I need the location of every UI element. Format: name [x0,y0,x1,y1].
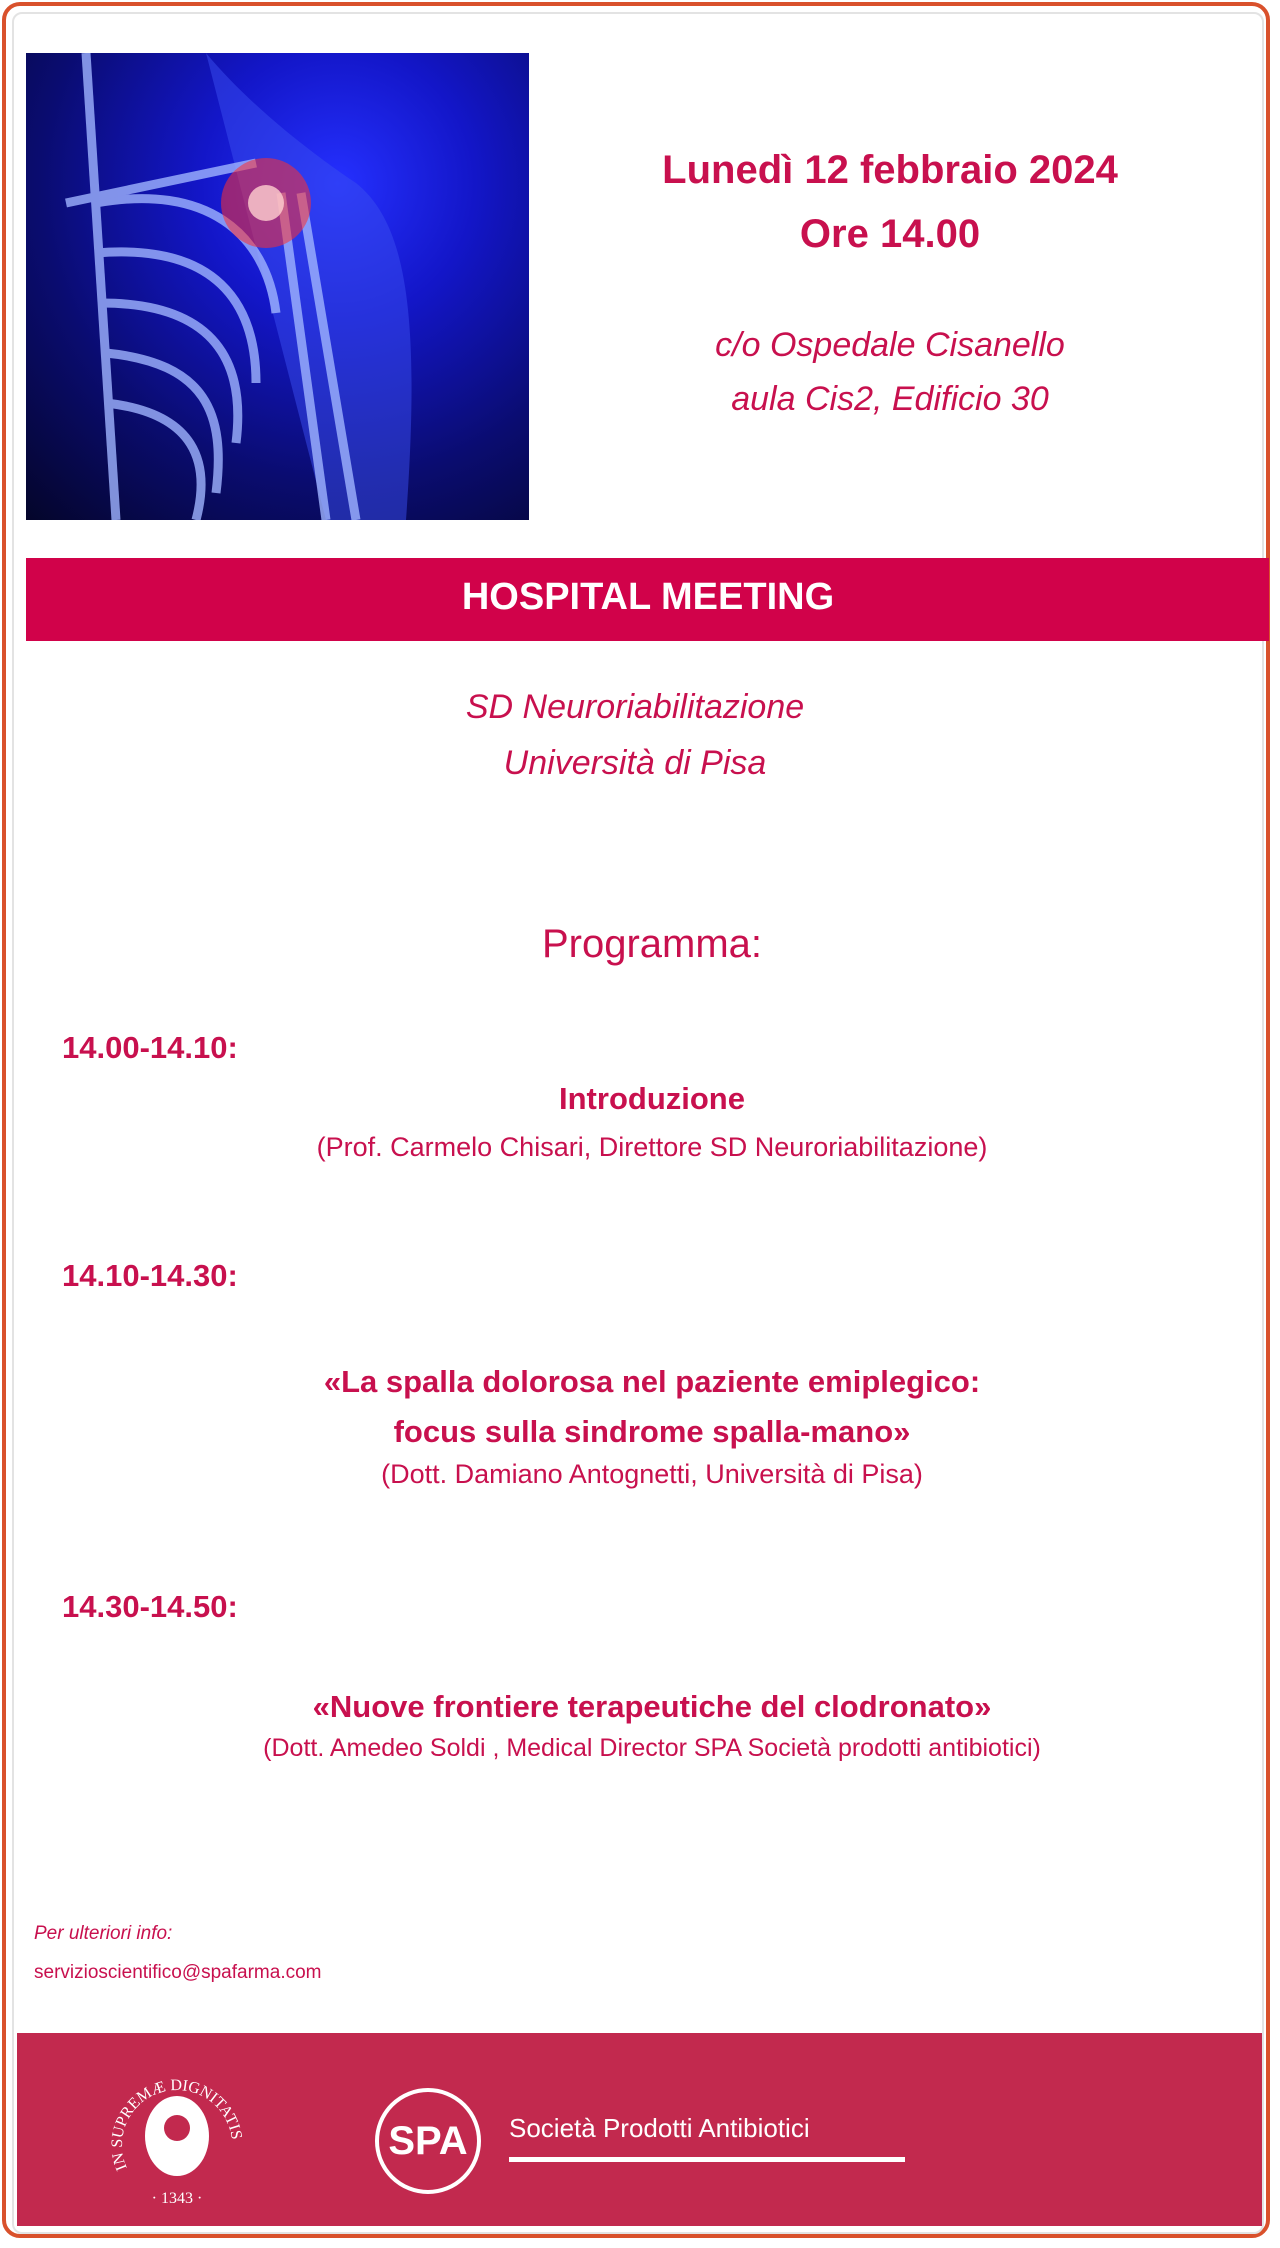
university-seal-logo [102,2058,252,2208]
program-speaker-3: (Dott. Amedeo Soldi , Medical Director SPA Società prodotti antibiotici) [263,1734,1041,1762]
program-heading: Programma: [541,922,763,966]
contact-label: Per ulteriori info: [34,1923,173,1944]
program-speaker-1: (Prof. Carmelo Chisari, Direttore SD Neuroriabilitazione) [316,1132,988,1162]
program-title-2-line-1: «La spalla dolorosa nel paziente emiplegico: [323,1364,981,1399]
program-time-3: 14.30-14.50: [62,1589,238,1624]
contact-email[interactable]: servizioscientifico@spafarma.com [34,1962,322,1983]
svg-text:· 1343 ·: · 1343 · [151,2190,203,2207]
venue-line-2: aula Cis2, Edificio 30 [731,380,1049,418]
venue-line-1: c/o Ospedale Cisanello [715,326,1065,364]
company-name: Società Prodotti Antibiotici [509,2113,810,2143]
organizer-university: Università di Pisa [503,744,767,782]
program-title-2-line-2: focus sulla sindrome spalla-mano» [393,1414,911,1449]
footer-band [17,2033,1262,2226]
company-underline [509,2157,905,2162]
event-date: Lunedì 12 febbraio 2024 [662,148,1118,192]
organizer-department: SD Neuroriabilitazione [465,688,805,726]
title-banner [26,558,1269,641]
program-time-1: 14.00-14.10: [62,1030,238,1065]
banner-title: HOSPITAL MEETING [461,576,835,618]
spa-logo-text: SPA [388,2119,468,2163]
svg-text:IN SUPREMÆ DIGNITATIS: IN SUPREMÆ DIGNITATIS [108,2077,245,2173]
spa-logo [375,2088,481,2194]
program-time-2: 14.10-14.30: [62,1258,238,1293]
program-speaker-2: (Dott. Damiano Antognetti, Università di Pisa) [381,1459,923,1489]
event-time: Ore 14.00 [799,212,981,256]
program-title-1: Introduzione [559,1081,745,1116]
program-title-3: «Nuove frontiere terapeutiche del clodronato» [312,1689,992,1724]
shoulder-xray-image [26,53,529,520]
